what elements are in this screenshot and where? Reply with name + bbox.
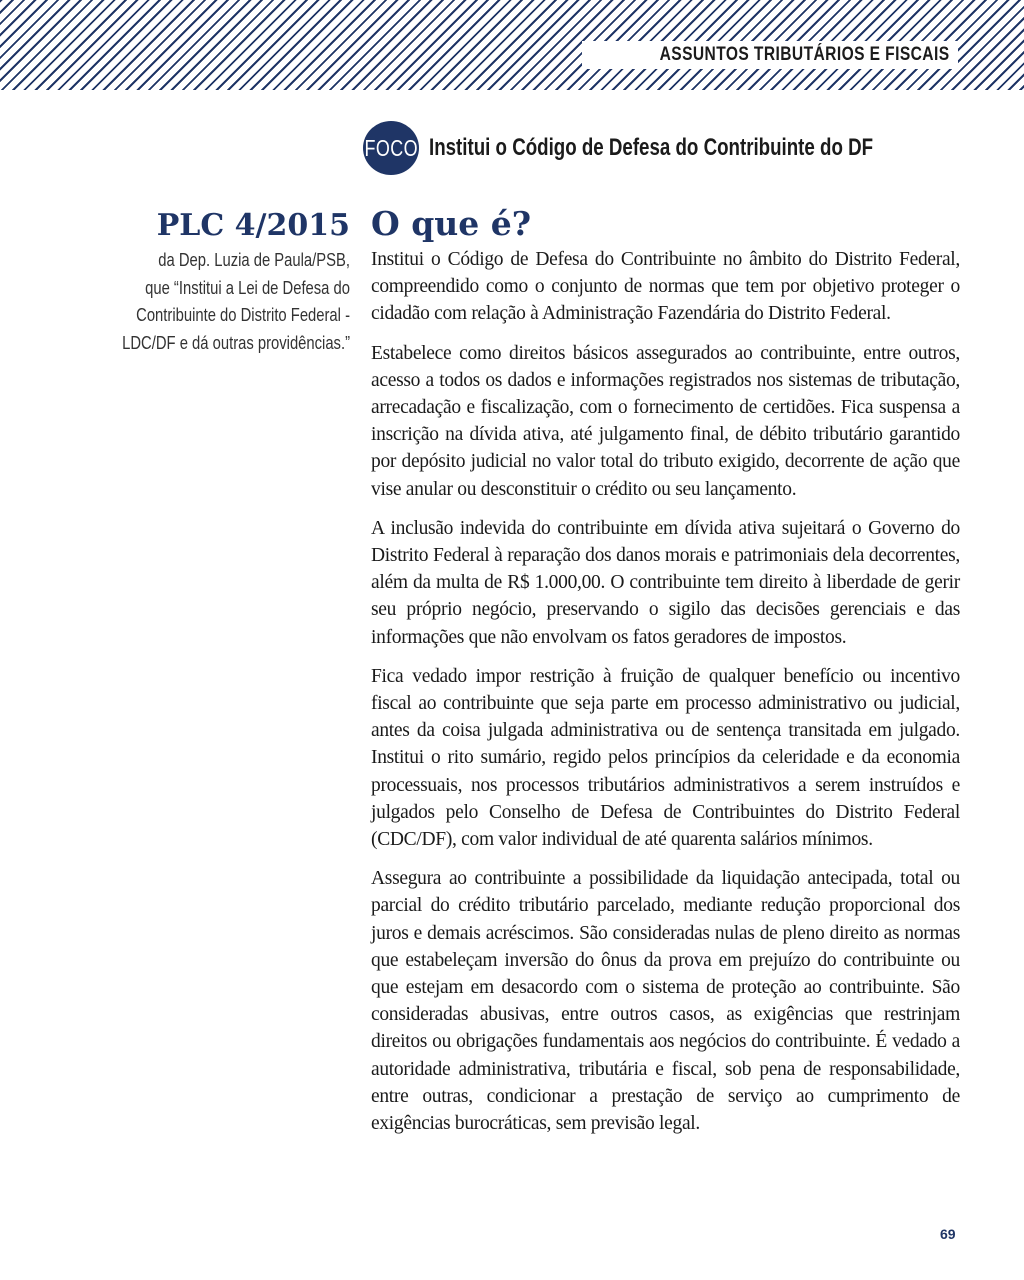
focus-title: Institui o Código de Defesa do Contribuinte do DF [429, 134, 874, 161]
foco-badge-label: FOCO [364, 134, 418, 161]
page-number: 69 [940, 1226, 956, 1242]
paragraph: Fica vedado impor restrição à fruição de qualquer benefício ou incentivo fiscal ao contribuinte que seja parte em processo administrativo ou judicial, antes da coisa julgada administrativa ou de sentença transitada em julgado. Institui o rito sumário, regido pelos princípios da celeridade e da economia processuais, nos processos tributários administrativos a serem instruídos e julgados pelo Conselho de Defesa de Contribuintes do Distrito Federal (CDC/DF), com valor individual de até quarenta salários mínimos. [371, 665, 960, 851]
section-label: ASSUNTOS TRIBUTÁRIOS E FISCAIS [660, 44, 950, 65]
section-label-box [582, 41, 958, 69]
foco-badge [363, 121, 419, 175]
paragraph: Institui o Código de Defesa do Contribuinte no âmbito do Distrito Federal, compreendido como o conjunto de normas que tem por objetivo proteger o cidadão com relação à Administração Fazendária do Distrito Federal. [371, 249, 960, 325]
main-content [371, 202, 960, 1149]
paragraph: A inclusão indevida do contribuinte em dívida ativa sujeitará o Governo do Distrito Federal à reparação dos danos morais e patrimoniais dela decorrentes, além da multa de R$ 1.000,00. O contribuinte tem direito à liberdade de gerir seu próprio negócio, preservando o sigilo das decisões gerenciais e das informações que não envolvam os fatos geradores de impostos. [371, 517, 960, 648]
focus-row [363, 121, 998, 175]
bill-number: PLC 4/2015 [156, 208, 350, 243]
bill-description: da Dep. Luzia de Paula/PSB, que “Institui a Lei de Defesa do Contribuinte do Distrito Federal - LDC/DF e dá outras providências.” [122, 249, 350, 353]
main-heading: O que é? [371, 204, 532, 243]
paragraph: Assegura ao contribuinte a possibilidade da liquidação antecipada, total ou parcial do crédito tributário parcelado, mediante redução proporcional dos juros e demais acréscimos. São consideradas nulas de pleno direito as normas que estabeleçam inversão do ônus da prova em prejuízo do contribuinte ou que estejam em desacordo com o sistema de proteção ao contribuinte. São consideradas abusivas, entre outros casos, as exigências que restrinjam direitos ou obrigações fundamentais aos negócios do contribuinte. É vedado a autoridade administrativa, tributária e fiscal, sob pena de responsabilidade, entre outras, condicionar a prestação de serviço ao cumprimento de exigências burocráticas, sem previsão legal. [371, 868, 960, 1135]
sidebar [110, 208, 350, 356]
paragraph: Estabelece como direitos básicos assegurados ao contribuinte, entre outros, acesso a todos os dados e informações registrados nos sistemas de tributação, arrecadação e fiscalização, com o fornecimento de certidões. Fica suspensa a inscrição na dívida ativa, até julgamento final, de débito tributário garantido por depósito judicial no valor total do tributo exigido, decorrente de ação que vise anular ou desconstituir o crédito ou seu lançamento. [371, 342, 960, 500]
